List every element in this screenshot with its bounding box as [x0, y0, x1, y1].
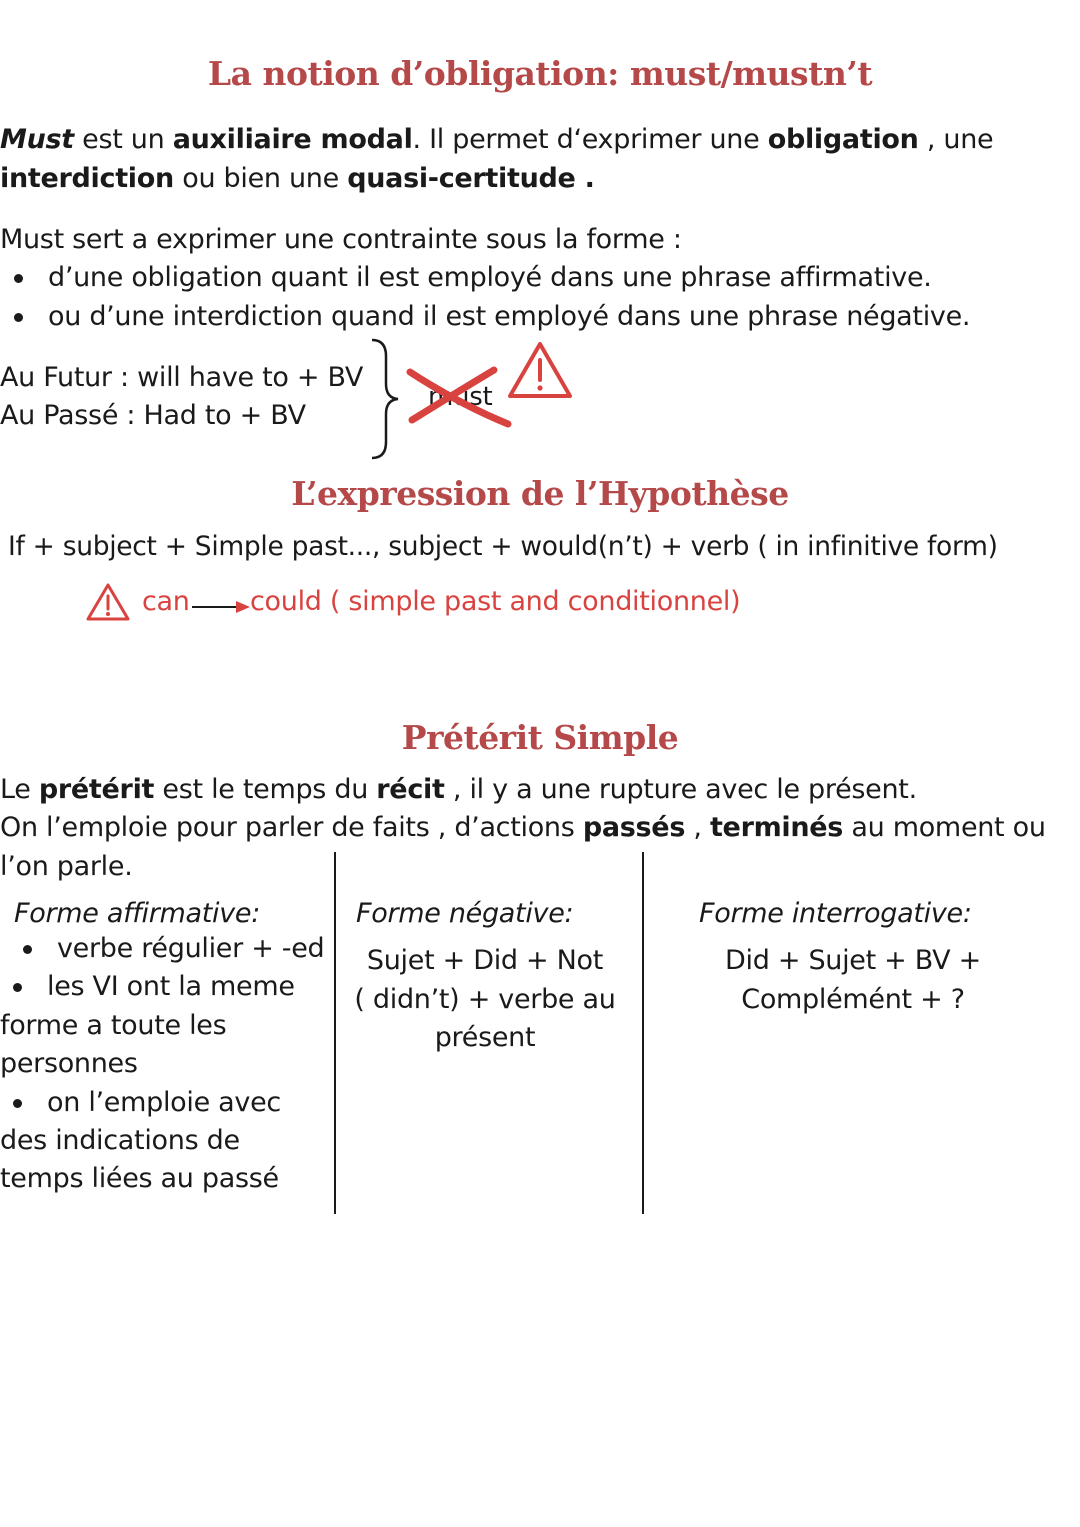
preterit-line-2: On l’emploie pour parler de faits , d’actions passés , terminés au moment ou [0, 812, 1046, 843]
bullet-obligation: d’une obligation quant il est employé dans une phrase affirmative. [48, 259, 932, 297]
constraint-intro: Must sert a exprimer une contrainte sous la forme : [0, 224, 682, 255]
passe-line: Au Passé : Had to + BV [0, 400, 306, 431]
preterit-line-3: l’on parle. [0, 851, 133, 882]
warning-can: can [142, 586, 190, 617]
bullet-interdiction: ou d’une interdiction quand il est employé dans une phrase négative. [48, 298, 970, 336]
affirmative-bullet-3-cont-1: des indications de [0, 1125, 240, 1156]
interrogative-heading: Forme interrogative: [699, 898, 972, 929]
affirmative-bullet-3: on l’emploie avec [47, 1084, 281, 1122]
negative-line-1: Sujet + Did + Not [366, 945, 604, 976]
futur-line: Au Futur : will have to + BV [0, 362, 364, 393]
warning-could: could ( simple past and conditionnel) [250, 586, 741, 617]
affirmative-bullet-3-cont-2: temps liées au passé [0, 1163, 279, 1194]
affirmative-heading: Forme affirmative: [14, 898, 261, 929]
affirmative-bullet-1: verbe régulier + -ed [57, 930, 324, 968]
column-divider-2 [642, 852, 644, 1214]
affirmative-bullet-2: les VI ont la meme [47, 968, 295, 1006]
intro-line-2: interdiction ou bien une quasi-certitude . [0, 163, 595, 194]
warning-triangle-icon-small [85, 582, 131, 622]
affirmative-bullet-2-cont-2: personnes [0, 1048, 138, 1079]
interrogative-body [644, 942, 1062, 1019]
negative-body [336, 942, 634, 1058]
warning-triangle-icon [506, 340, 574, 400]
negative-line-2: ( didn’t) + verbe au [354, 983, 616, 1015]
title-hypothese: L’expression de l’Hypothèse [291, 474, 789, 513]
interrogative-line-1: Did + Sujet + BV + [725, 945, 981, 976]
preterit-line-1: Le prétérit est le temps du récit , il y a une rupture avec le présent. [0, 774, 917, 805]
negative-line-3: présent [434, 1022, 536, 1053]
title-preterit: Prétérit Simple [401, 718, 679, 757]
interrogative-line-2: Complémént + ? [741, 983, 965, 1015]
hypothese-formula: If + subject + Simple past..., subject + would(n’t) + verb ( in infinitive form) [8, 531, 998, 562]
crossed-must: must [428, 382, 493, 412]
cross-out-icon [404, 364, 514, 428]
affirmative-bullet-2-cont-1: forme a toute les [0, 1010, 227, 1041]
right-brace-icon [368, 338, 402, 460]
negative-heading: Forme négative: [356, 898, 574, 929]
title-obligation: La notion d’obligation: must/mustn’t [207, 54, 873, 93]
arrow-right-icon [190, 597, 252, 617]
intro-line-1: Must est un auxiliaire modal. Il permet d‘exprimer une obligation , une [0, 124, 994, 155]
